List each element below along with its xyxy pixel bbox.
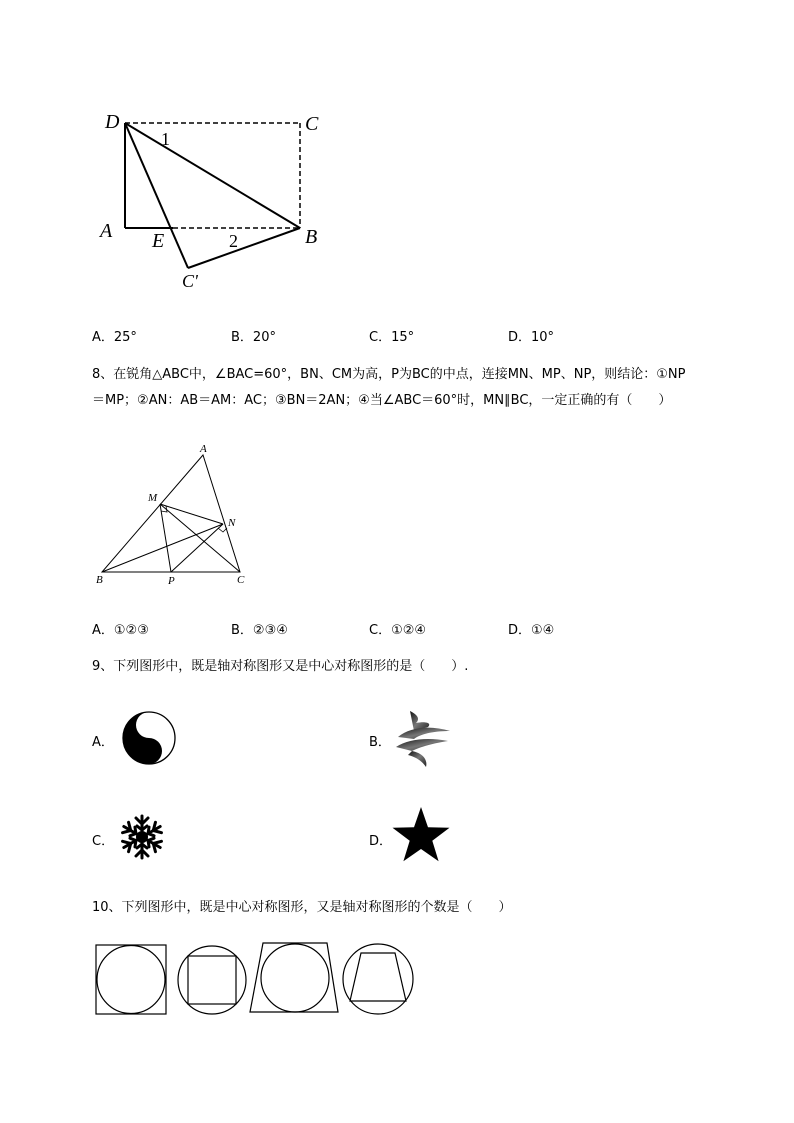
- swirl-logo-icon: [392, 707, 454, 769]
- label-B: B: [96, 574, 103, 586]
- label-P: P: [168, 575, 175, 587]
- angle-1-label: 1: [161, 129, 170, 149]
- trapezoid-with-inscribed-circle: [250, 943, 338, 1012]
- q10-question: 10、下列图形中，既是中心对称图形，又是轴对称图形的个数是（ ）: [92, 900, 512, 915]
- circle-with-inscribed-trapezoid: [343, 944, 413, 1014]
- square-with-inscribed-circle: [96, 945, 166, 1014]
- yin-yang-icon: [121, 710, 177, 766]
- q10-figures: [90, 935, 420, 1020]
- circle-with-inscribed-square: [178, 946, 246, 1014]
- q8-option-c: C．①②④: [369, 623, 427, 638]
- q8-question-line1: 8、在锐角△ABC中，∠BAC=60°，BN、CM为高，P为BC的中点，连接MN、MP、NP，则结论：①NP: [92, 367, 686, 382]
- q8-option-a: A．①②③: [92, 623, 149, 638]
- label-B: B: [305, 226, 318, 248]
- label-E: E: [152, 230, 165, 252]
- angle-2-label: 2: [229, 231, 238, 251]
- q9-question: 9、下列图形中，既是轴对称图形又是中心对称图形的是（ ）.: [92, 659, 469, 674]
- q7-option-a: A．25°: [92, 330, 137, 345]
- q9-option-a-label: A．: [92, 735, 114, 750]
- label-A: A: [100, 220, 113, 242]
- q9-option-d-label: D．: [369, 834, 393, 849]
- q8-question-line2: ＝MP；②AN：AB＝AM：AC；③BN＝2AN；④当∠ABC＝60°时，MN∥BC，一定正确的有（ ）: [92, 393, 672, 408]
- star-icon: [391, 806, 451, 864]
- label-M: M: [148, 492, 158, 504]
- q9-option-c-label: C．: [92, 834, 115, 849]
- q7-option-c: C．15°: [369, 330, 415, 345]
- label-C-prime: C': [182, 271, 198, 291]
- label-A: A: [200, 443, 207, 455]
- q7-figure: [95, 105, 335, 300]
- q8-figure: [90, 438, 260, 590]
- q7-option-d: D．10°: [508, 330, 555, 345]
- q8-option-d: D．①④: [508, 623, 555, 638]
- q7-option-b: B．20°: [231, 330, 276, 345]
- label-N: N: [228, 517, 236, 529]
- q8-option-b: B．②③④: [231, 623, 288, 638]
- label-C: C: [305, 113, 319, 135]
- label-C: C: [237, 574, 245, 586]
- snowflake-icon: [119, 813, 165, 861]
- q9-option-b-label: B．: [369, 735, 391, 750]
- label-D: D: [105, 111, 120, 133]
